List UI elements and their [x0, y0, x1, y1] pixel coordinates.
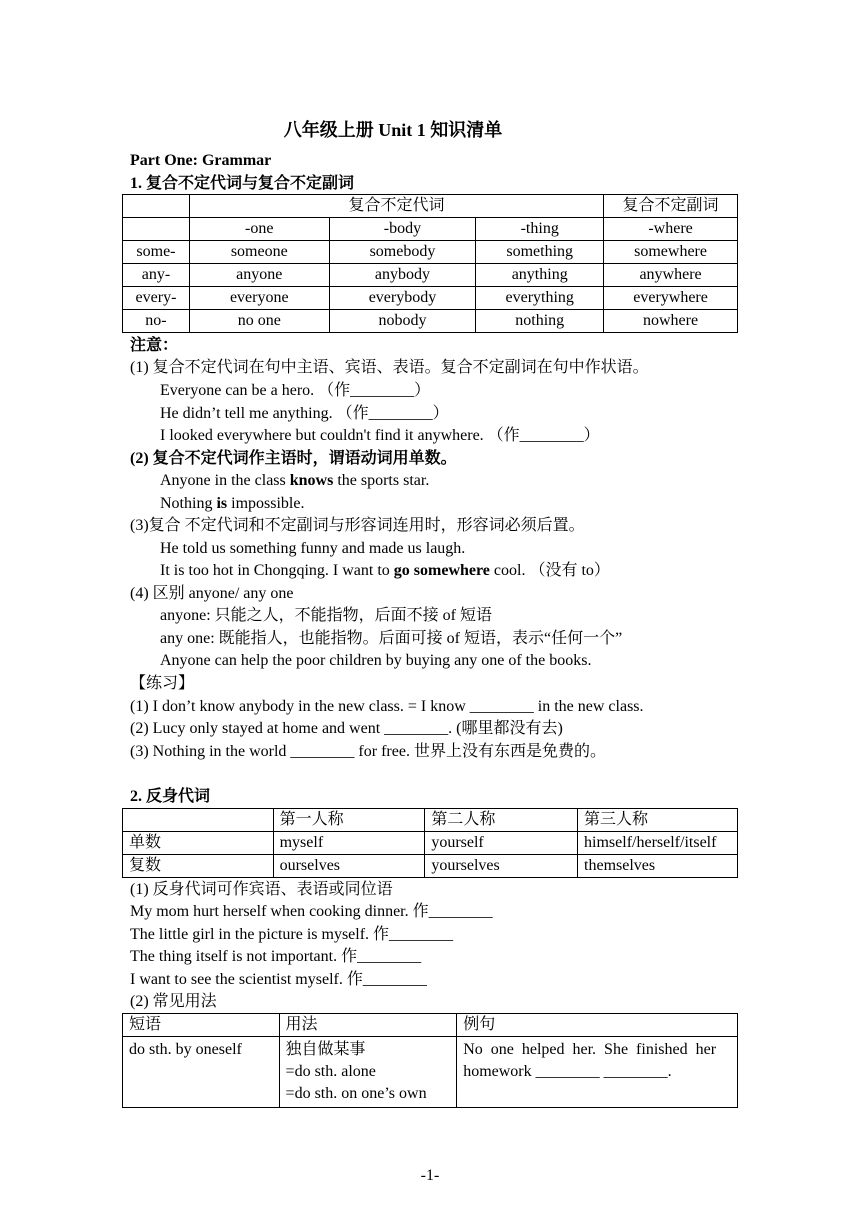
- table-header: 用法: [279, 1014, 457, 1037]
- table-cell: something: [476, 241, 604, 264]
- table-cell: nowhere: [604, 310, 738, 333]
- table-header: 例句: [457, 1014, 738, 1037]
- table-cell: yourself: [425, 832, 578, 855]
- table-header: 短语: [123, 1014, 280, 1037]
- table-cell: no-: [123, 310, 190, 333]
- table-header: -thing: [476, 218, 604, 241]
- table-row: [123, 832, 738, 855]
- usage-note-2: (2) 常见用法: [130, 993, 217, 1010]
- table-header: -body: [329, 218, 476, 241]
- note-4: (4) 区别 anyone/ any one: [130, 585, 294, 602]
- table-cell: every-: [123, 287, 190, 310]
- table-cell: anywhere: [604, 264, 738, 287]
- table-cell: myself: [273, 832, 425, 855]
- example-sentence: The thing itself is not important. 作________: [130, 948, 422, 965]
- section-1-heading: 1. 复合不定代词与复合不定副词: [130, 175, 355, 192]
- reflexive-pronoun-table: [122, 808, 738, 878]
- table-cell: [123, 195, 190, 218]
- table-cell: someone: [189, 241, 329, 264]
- example-sentence: I want to see the scientist myself. 作________: [130, 971, 427, 988]
- table-cell: anything: [476, 264, 604, 287]
- table-cell: ourselves: [273, 855, 425, 878]
- table-header: 第二人称: [425, 809, 578, 832]
- table-cell: yourselves: [425, 855, 578, 878]
- table-row: [123, 310, 738, 333]
- table-cell: nobody: [329, 310, 476, 333]
- table-row: [123, 809, 738, 832]
- table-cell: no one: [189, 310, 329, 333]
- usage-line: =do sth. alone: [285, 1063, 376, 1080]
- note-line: anyone: 只能之人，不能指物，后面不接 of 短语: [160, 607, 492, 624]
- table-cell: 单数: [123, 832, 274, 855]
- table-cell: anyone: [189, 264, 329, 287]
- page-title: 八年级上册 Unit 1 知识清单: [283, 120, 503, 140]
- table-header: -one: [189, 218, 329, 241]
- table-header: -where: [604, 218, 738, 241]
- example-line: No one helped her. She finished her: [463, 1041, 717, 1058]
- table-row: [123, 1037, 738, 1108]
- table-row: [123, 241, 738, 264]
- usage-line: =do sth. on one’s own: [285, 1085, 427, 1102]
- table-header: 第一人称: [273, 809, 425, 832]
- page-number: -1-: [420, 1167, 440, 1184]
- example-sentence: Nothing is impossible.: [160, 495, 305, 512]
- table-cell: themselves: [578, 855, 738, 878]
- table-header: 复合不定副词: [604, 195, 738, 218]
- example-sentence: Anyone in the class knows the sports star.: [160, 472, 430, 489]
- example-sentence: My mom hurt herself when cooking dinner. 作________: [130, 903, 493, 920]
- table-cell: himself/herself/itself: [578, 832, 738, 855]
- table-cell: some-: [123, 241, 190, 264]
- practice-title: 【练习】: [130, 675, 195, 692]
- indefinite-pronoun-table: [122, 194, 738, 333]
- table-row: [123, 1014, 738, 1037]
- table-header: 第三人称: [578, 809, 738, 832]
- note-2: (2) 复合不定代词作主语时，谓语动词用单数。: [130, 450, 457, 467]
- note-1: (1) 复合不定代词在句中主语、宾语、表语。复合不定副词在句中作状语。: [130, 359, 649, 376]
- table-cell: everything: [476, 287, 604, 310]
- table-cell: everywhere: [604, 287, 738, 310]
- note-title: 注意：: [130, 337, 179, 354]
- table-cell: [279, 1037, 457, 1108]
- table-row: [123, 195, 738, 218]
- table-row: [123, 855, 738, 878]
- usage-line: 独自做某事: [285, 1041, 366, 1058]
- table-cell: everyone: [189, 287, 329, 310]
- note-3: (3)复合 不定代词和不定副词与形容词连用时，形容词必须后置。: [130, 517, 585, 534]
- table-cell: nothing: [476, 310, 604, 333]
- table-cell: 复数: [123, 855, 274, 878]
- table-cell: do sth. by oneself: [123, 1037, 280, 1108]
- table-header: 复合不定代词: [189, 195, 603, 218]
- table-row: [123, 287, 738, 310]
- usage-note-1: (1) 反身代词可作宾语、表语或同位语: [130, 881, 393, 898]
- table-cell: everybody: [329, 287, 476, 310]
- example-sentence: I looked everywhere but couldn't find it anywhere. （作________）: [160, 427, 600, 444]
- example-sentence: The little girl in the picture is myself. 作________: [130, 926, 454, 943]
- example-sentence: Everyone can be a hero. （作________）: [160, 382, 431, 399]
- table-cell: any-: [123, 264, 190, 287]
- table-row: [123, 218, 738, 241]
- example-sentence: Anyone can help the poor children by buying any one of the books.: [160, 652, 592, 669]
- practice-item: (3) Nothing in the world ________ for free. 世界上没有东西是免费的。: [130, 743, 606, 760]
- table-cell: somewhere: [604, 241, 738, 264]
- table-cell: [123, 218, 190, 241]
- practice-item: (2) Lucy only stayed at home and went ________. (哪里都没有去): [130, 720, 563, 737]
- example-sentence: He told us something funny and made us laugh.: [160, 540, 466, 557]
- section-2-heading: 2. 反身代词: [130, 788, 211, 805]
- table-cell: [457, 1037, 738, 1108]
- table-cell: anybody: [329, 264, 476, 287]
- part-heading: Part One: Grammar: [130, 152, 272, 169]
- table-cell: [123, 809, 274, 832]
- example-sentence: It is too hot in Chongqing. I want to go somewhere cool. （没有 to）: [160, 562, 610, 579]
- practice-item: (1) I don’t know anybody in the new class. = I know ________ in the new class.: [130, 698, 644, 715]
- table-row: [123, 264, 738, 287]
- example-line: homework ________ ________.: [463, 1063, 672, 1080]
- example-sentence: He didn’t tell me anything. （作________）: [160, 405, 449, 422]
- usage-table: [122, 1013, 738, 1108]
- note-line: any one: 既能指人，也能指物。后面可接 of 短语，表示“任何一个”: [160, 630, 623, 647]
- table-cell: somebody: [329, 241, 476, 264]
